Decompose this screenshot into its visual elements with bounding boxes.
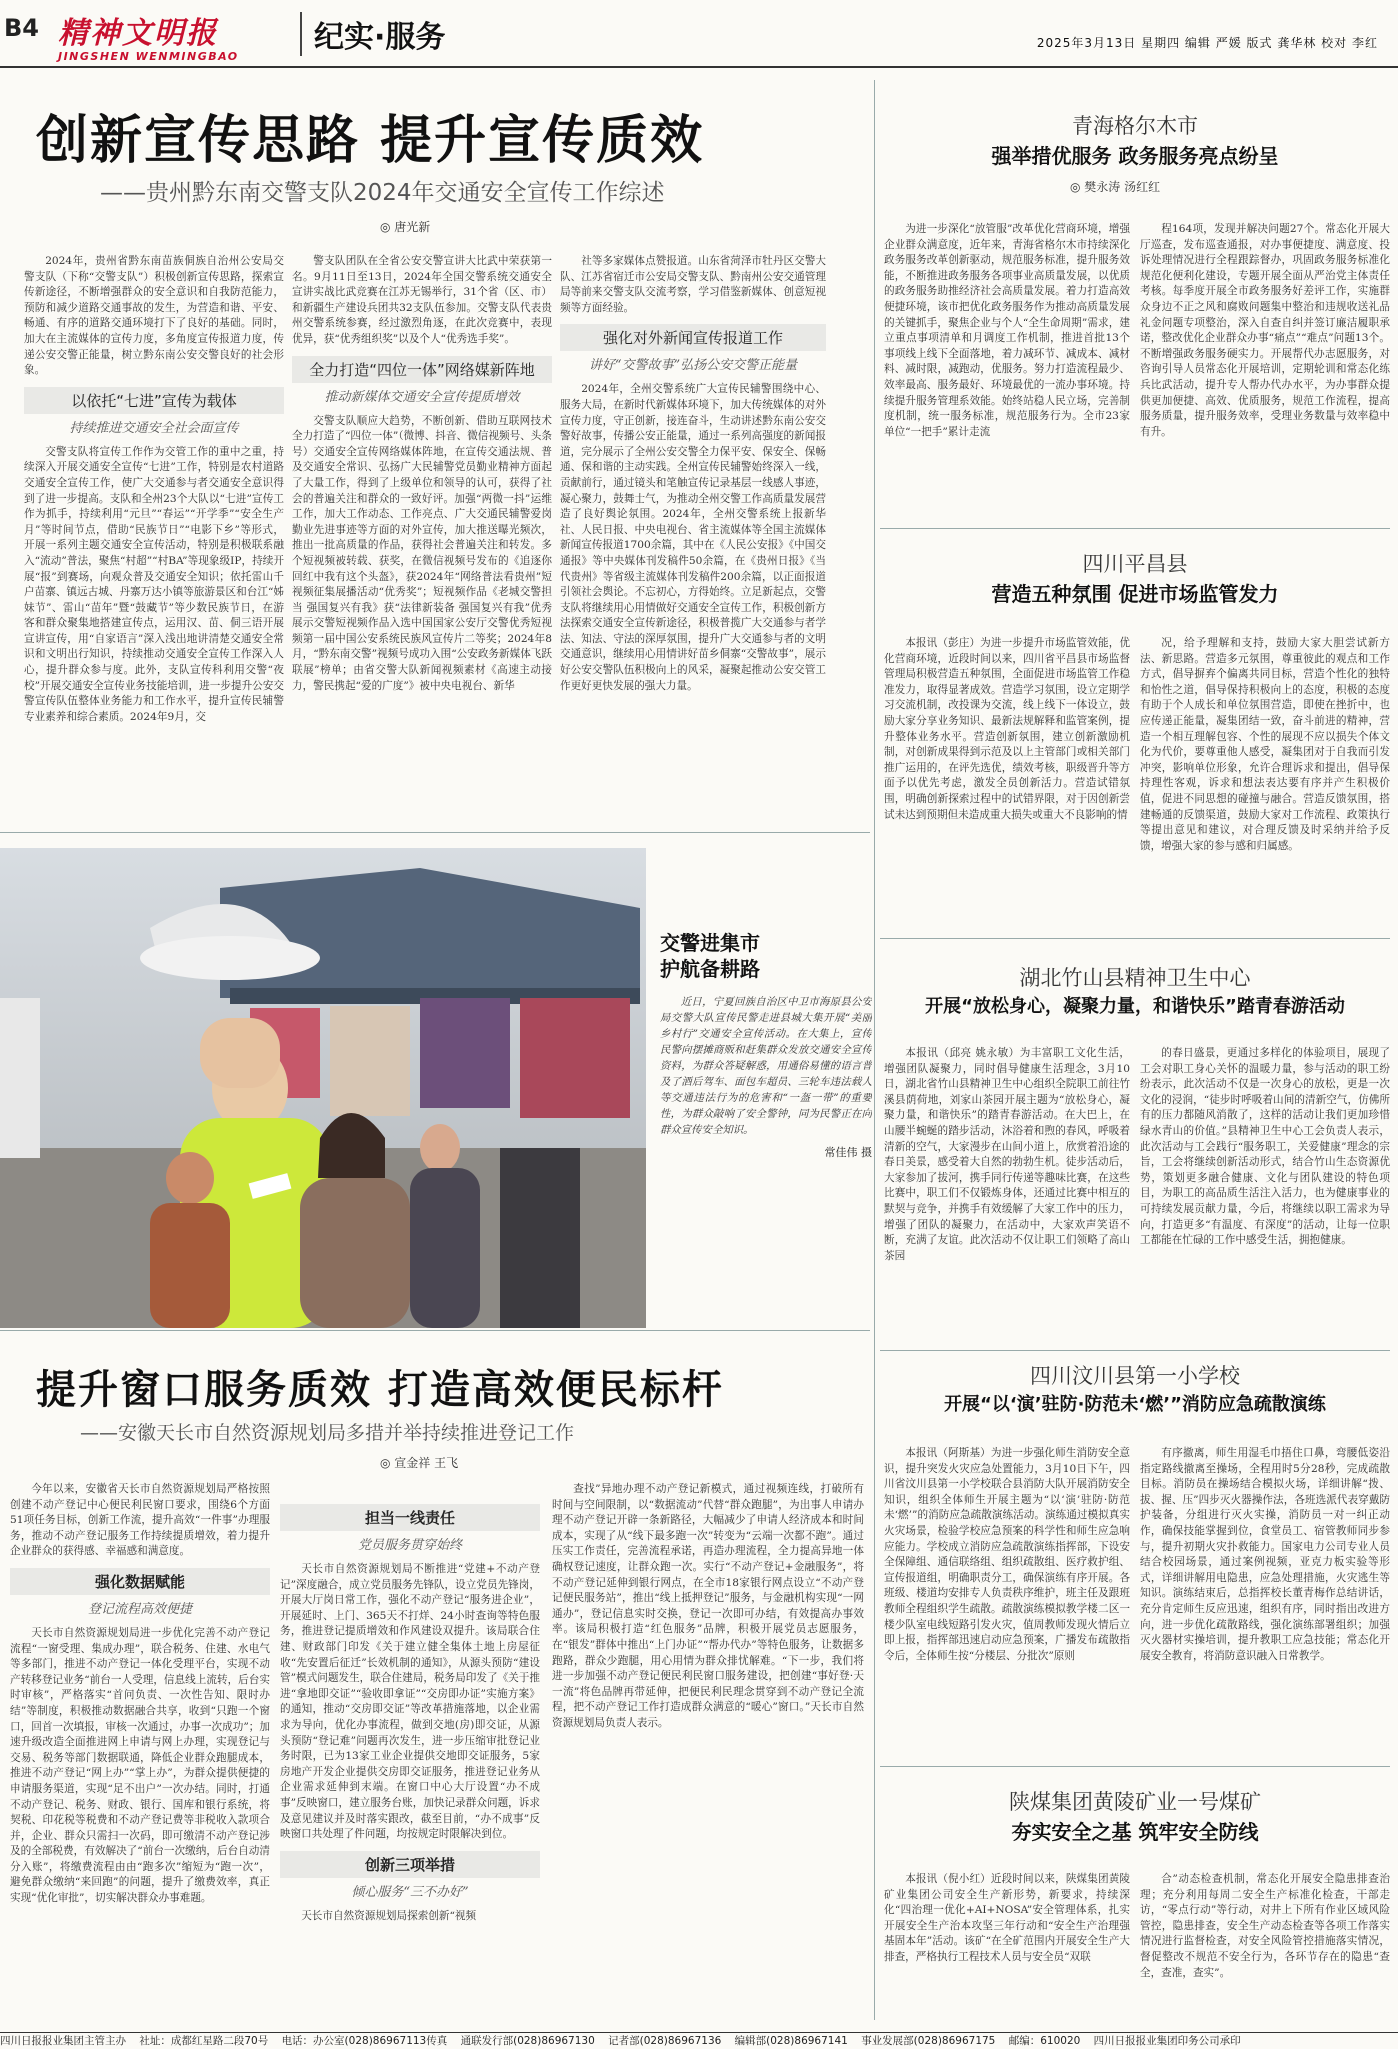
logo-text: 精神文明报 [58,16,218,51]
subhead-sub: 讲好“交警故事”弘扬公安交警正能量 [588,358,798,374]
paragraph: 有序撤离，师生用湿毛巾捂住口鼻，弯腰低姿沿指定路线撤离至操场，全程用时5分28秒，完成疏散目标。消防员在操场结合模拟火场，详细讲解“拨、拔、握、压”四步灭火器操作法，各班选派代表穿戴防护装备，分组进行灭火实操，消防员一对一纠正动作，确保技能掌握到位，食堂员工、宿管教师同步参与，提升初期火灾扑救能力。国家电力公司专业人员结合校园场景，通过案例视频，亚克力板实验等形式，详细讲解用电隐患，应急处理措施，火灾逃生等知识。演练结束后，总指挥校长董青梅作总结讲话，充分肯定师生反应迅速，组织有序，同时指出改进方向，进一步优化疏散路线，强化演练部署组织；加强灭火器材实操培训，提升教职工应急技能；常态化开展安全教育，将消防意识融入日常教学。 [1140,1447,1390,1662]
subhead-box [10,1568,270,1620]
subhead-sub: 登记流程高效便捷 [87,1601,192,1617]
footer-item: 社址：成都红星路二段70号 [139,2035,269,2047]
subhead-title: 以依托“七进”宣传为载体 [24,387,284,414]
paragraph: 交警支队顺应大趋势，不断创新、借助互联网技术全力打造了“四位一体”（微博、抖音、微信视频号、头条号）交通安全宣传网络媒体阵地，在宣传交通法规、普及交通安全常识、弘扬广大民辅警党员勤业精神方面起了大量工作，得到了上级单位和领导的认可，获得了社会的普遍关注和群众的一致好评。加强“两微一抖”运维工作，加大工作动态、工作亮点、广大交通民辅警爱岗勤业先进事迹等方面的对外宣传，加大推送曝光频次，推出一批高质量的作品，获得社会普遍关注和转发。多个短视频被转载、获奖，在微信视频号发布的《追逐你回红中我有这个头盔》，获2024年“网络普法看贵州”短视频征集展播活动“优秀奖”；短视频作品《老城交警担当 强国复兴有我》获“法律新装备 强国复兴有我”优秀展示交警短视频作品入选中国国家公安厅交警优秀短视频第一届中国公安系统民族风宣传片二等奖；2024年8月，“黔东南交警”视频号成功入围“公安政务新媒体飞跃联展”榜单；由省交警大队新闻视频素材《高速主动接力，警民携起“爱的广度”》被中央电视台、新华 [292,414,552,692]
r5-col2 [1140,1872,1390,2028]
paragraph: 本报讯（阿斯基）为进一步强化师生消防安全意识，提升突发火灾应急处置能力，3月10日下午，四川省汶川县第一小学校联合县消防大队开展消防安全知识，组织全体师生开展主题为“以‘演’驻防·防范未‘燃’”的消防应急疏散演练活动。演练通过模拟真实火灾场景，检验学校应急预案的科学性和师生应急响应能力。学校成立消防应急疏散演练指挥部，下设安全保障组、通信联络组、组织疏散组、医疗救护组、宣传报道组，明确职责分工，确保演练有序开展。各班级、楼道均安排专人负责秩序维护，班主任及跟班教师全程组织学生疏散。疏散演练模拟教学楼二区一楼少队室电线短路引发火灾，值周教师发现火情后立即上报，指挥部迅速启动应急预案，广播发布疏散指令后，全体师生按“分楼层、分批次”原则 [884,1447,1130,1662]
r3-col2 [1140,1046,1390,1342]
r4-col1 [884,1446,1130,1756]
photo-illustration [0,848,646,1328]
article-1-col2 [292,254,552,822]
row-divider [0,1330,870,1331]
paragraph: 天长市自然资源规划局不断推进“党建+不动产登记”深度融合，成立党员服务先锋队，设立党员先锋岗，开展大厅岗日常工作，强化不动产登记“服务进企业”，开展延时、上门、365天不打烊、24小时查询等特色服务，推进登记提质增效和作风建设双提升。该局联合住建、财政部门印发《关于建立健全集体土地上房屋征收“先安置后征迁”长效机制的通知》，从源头预防“建设管”模式问题发生，联合住建局，税务局印发了《关于推进“拿地即交证”“验收即拿证”“交房即办证”实施方案》的通知，推动“交房即交证”等改革措施落地，以企业需求为导向，优化办事流程，做到交地(房)即交证，从源头预防“登记难”问题再次发生，进一步压缩审批登记业务时限，已为13家工业企业提供交地即交证服务，5家房地产开发企业提供交房即交证服务，推进登记业务从企业需求延伸到末端。在窗口中心大厅设置“办不成事”反映窗口，建立服务台账，加快记录群众问题，诉求及意见建议并及时落实跟改，截至目前，“办不成事”反映窗口共处理了件问题，均按规定时限解决到位。 [280,1563,540,1841]
r3-title: 开展“放松身心，凝聚力量，和谐快乐”踏青春游活动 [925,996,1345,1017]
paragraph: 交警支队将宣传工作作为交管工作的重中之重，持续深入开展交通安全宣传“七进”工作，特别是农村道路交通安全宣传工作，使广大交通参与者交通安全意识得到了进一步提高。支队和全州23个大队以“七进”宣传工作为抓手，持续利用“元旦”“春运”“开学季”“安全生产月”等时间节点，借助“民族节日”“电影下乡”等形式，开展一系列主题交通安全宣传活动，特别是积极联系融入“流动”普法，聚焦“村超”“村BA”等现象级IP，持续开展“报”到赛场，向观众普及交通安全知识；依托雷山千户苗寨、镇远古城、丹寨万达小镇等旅游景区和台江“姊妹节”、雷山“苗年”暨“鼓藏节”等少数民族节日，在游客和群众聚集地搭建宣传点，运用汉、苗、侗三语开展宣讲宣传，用“自家语言”深入浅出地讲清楚交通安全常识和文明出行知识，持续推动交通安全宣传工作深入人心，提升群众参与度。此外，支队宣传科利用交警“夜校”开展交通安全宣传业务技能培训，进一步提升公安交警宣传队伍整体业务能力和工作水平，提升宣传民辅警专业素养和综合素质。2024年9月，交 [24,445,284,723]
article-1-col3 [560,254,826,822]
subhead-box [560,324,826,376]
subhead-sub: 倾心服务“三不办好” [351,1884,469,1900]
r2-kicker: 四川平昌县 [1082,552,1188,576]
row-divider [880,1766,1390,1767]
caption-title-line1: 交警进集市 [660,931,760,955]
subhead-box [280,1504,540,1556]
paragraph: 天长市自然资源规划局探索创新“视频 [301,1909,477,1922]
article-2-title: 提升窗口服务质效 打造高效便民标杆 [36,1367,724,1413]
row-divider [0,832,870,833]
article-2-subtitle: ——安徽天长市自然资源规划局多措并举持续推进登记工作 [80,1422,575,1444]
photo-caption [660,930,872,1326]
r2-title: 营造五种氛围 促进市场监管发力 [991,582,1279,606]
article-1-col1 [24,254,284,822]
footer-item: 事业发展部(028)86967175 [861,2035,996,2047]
footer-item: 四川日报报业集团主管主办 [0,2035,126,2047]
footer-item: 通联发行部(028)86967130 [460,2035,595,2047]
footer-item: 记者部(028)86967136 [608,2035,722,2047]
subhead-sub: 持续推进交通安全社会面宣传 [69,420,239,436]
header-rule [0,66,1398,68]
r3-col1 [884,1046,1130,1342]
paragraph: 的春日盛景，更通过多样化的体验项目，展现了工会对职工身心关怀的温暖力量，参与活动的职工纷纷表示，此次活动不仅是一次身心的放松，更是一次文化的浸润，“徒步时呼吸着山间的清新空气，仿佛所有的压力都随风消散了，这样的活动让我们更加珍惜绿水青山的价值。”县精神卫生中心工会负责人表示，此次活动与工会践行“服务职工，关爱健康”理念的宗旨，工会将继续创新活动形式，结合竹山生态资源优势，策划更多融合健康、文化与团队建设的特色项目，为职工的高品质生活注入活力，也为健康事业的可持续发展贡献力量，今后，将继续以职工需求为导向，打造更多“有温度、有深度”的活动，让每一位职工都能在忙碌的工作中感受生活，拥抱健康。 [1140,1047,1390,1247]
footer-bar [0,2032,1398,2049]
subhead-title: 强化对外新闻宣传报道工作 [560,324,826,351]
paragraph: 本报讯（彭庄）为进一步提升市场监管效能，优化营商环境，近段时间以来，四川省平昌县市场监督管理局积极营造五种氛围，全面促进市场监管工作稳准发力，取得显著成效。营造学习氛围，设立定期学习交流机制，改投课为交流，线上线下一体设立，鼓励大家分享业务知识、最新法规解释和监管案例，提升整体业务水平。营造创新氛围，建立创新激励机制，对创新成果得到示范及以上主管部门或相关部门推广运用的，在评先选优，绩效考核，职级晋升等方面予以优先考虑，激发全员创新活力。营造试错氛围，明确创新探索过程中的试错界限，对于因创新尝试未达到预期但未造成重大损失或重大不良影响的情 [884,637,1130,821]
subhead-title: 创新三项举措 [280,1851,540,1878]
r4-title: 开展“以‘演’驻防·防范未‘燃’”消防应急疏散演练 [944,1394,1326,1415]
paragraph: 2024年，贵州省黔东南苗族侗族自治州公安局交警支队（下称“交警支队”）积极创新宣传思路，探索宣传新途径，不断增强群众的安全意识和自我防范能力，预防和减少道路交通事故的发生，为营造和谐、平安、畅通、有序的道路交通环境打下了良好的基础。同时，加大在主流媒体的宣传力度，多角度宣传报道力度，传递公安交警正能量，树立黔东南公安交警良好的社会形象。 [24,255,284,377]
subhead-box [24,387,284,439]
article-1-subtitle: ——贵州黔东南交警支队2024年交通安全宣传工作综述 [100,180,665,206]
r1-author: ◎ 樊永涛 汤红红 [1070,178,1160,195]
subhead-sub: 推动新媒体交通安全宣传提质增效 [324,389,520,405]
paragraph: 社等多家媒体点赞报道。山东省菏泽市牡丹区交警大队、江苏省宿迁市公安局交警支队、黔南州公安交通管理局等前来交警支队交流考察，学习借鉴新媒体、创意短视频等方面经验。 [560,255,826,314]
footer-item: 编辑部(028)86967141 [734,2035,848,2047]
row-divider [880,1350,1390,1351]
paragraph: 警支队团队在全省公安交警宣讲大比武中荣获第一名。9月11日至13日，2024年全国交警系统交通安全宣讲实战比武竞赛在江苏无锡举行，31个省（区、市）和新疆生产建设兵团共32支队伍参加。交警支队代表贵州交警系统参赛，经过激烈角逐，在此次竞赛中，表现优异，获“优秀组织奖”以及个人“优秀选手奖”。 [292,255,552,345]
caption-title-line2: 护航备耕路 [660,957,760,981]
subhead-title: 全力打造“四位一体”网络媒新阵地 [292,356,552,383]
paragraph: 况，给予理解和支持，鼓励大家大胆尝试新方法、新思路。营造多元氛围，尊重彼此的观点和工作方式，倡导摒弃个偏离共同目标，营造个性化的独特和怡性之道，倡导保持积极向上的态度，积极的态度有助于个人成长和单位氛围营造，即使在挫折中，也应传递正能量，凝集团结一致，奋斗前进的精神，营造一个相互理解包容、个性的展现不应以损失个体文化为代价，要尊重他人感受，凝集团对于自我而引发冲突，影响单位形象，允许合理诉求和提出，倡导保持理性客观，诉求和想法表达要有序并产生积极价值，促进不同思想的碰撞与融合。营造反馈氛围，搭建畅通的反馈渠道，鼓励大家对工作流程、政策执行等提出意见和建议，对合理反馈及时采纳并给予反馈，增强大家的参与感和归属感。 [1140,637,1390,852]
r1-col2 [1140,222,1390,518]
r4-kicker: 四川汶川县第一小学校 [1030,1364,1240,1388]
subhead-sub: 党员服务贯穿始终 [357,1538,462,1553]
r5-col1 [884,1872,1130,2028]
paragraph: 本报讯（倪小红）近段时间以来，陕煤集团黄陵矿业集团公司安全生产新形势，新要求，持续深化“四治理一优化+AI+NOSA”安全管理体系，扎实开展安全生产治本攻坚三年行动和“安全生产治理强基固本年”活动。该矿“在全矿范围内开展安全生产大排查，严格执行工程技术人员与安全员“双联 [884,1873,1130,1963]
row-divider [880,528,1390,529]
r5-title: 夯实安全之基 筑牢安全防线 [1011,1820,1259,1844]
page-number: B4 [4,14,39,42]
subhead-box [292,356,552,408]
news-photo [0,848,646,1328]
paragraph: 天长市自然资源规划局进一步优化完善不动产登记流程“一窗受理、集成办理”，联合税务、住建、水电气等多部门，推进不动产登记一体化受理平台，实现不动产转移登记业务“前台一人受理，信息线上流转，后台实时审核”，严格落实“首问负责、一次性告知、限时办结”等制度，积极推动数据融合共享，收到“只跑一个窗口，回首一次填报，审核一次通过，办事一次成功”；加速升级改造全面推进网上申请与网上办理，实现登记与交易、税务等部门数据联通，降低企业群众跑腿成本，推进不动产登记“网上办”“掌上办”，为群众提供便捷的申请服务渠道，实现“足不出户”一次办结。同时，打通不动产登记、税务、财政、银行、国库和银行系统，将契税、印花税等税费和不动产登记费等非税收入款项合并，企业、群众只需扫一次码，即可缴清不动产登记涉及的全部税费，有效解决了“前台一次缴纳，后台自动清分入账”，将缴费流程由由“跑多次”缩短为“跑一次”，避免群众缴纳“来回跑”的问题，提升了缴费效率，真正实现“优化审批”，切实解决群众办事难题。 [10,1626,270,1905]
subhead-box [280,1851,540,1903]
article-1-title: 创新宣传思路 提升宣传质效 [36,111,705,171]
subhead-title: 强化数据赋能 [10,1568,270,1595]
paragraph: 合”动态检查机制，常态化开展安全隐患排查治理；充分利用每周二安全生产标准化检查，干部走访，“零点行动”等行动，对井上下所有作业区域风险管控，隐患排查，安全生产动态检查等各项工作落实情况进行监督检查，对安全风险管控措施落实情况，督促整改不规范不安全行为，各环节存在的隐患“查全，查准，查实”。 [1140,1873,1390,1979]
footer-item: 邮编：610020 [1008,2035,1081,2047]
r2-col1 [884,636,1130,926]
paragraph: 今年以来，安徽省天长市自然资源规划局严格按照创建不动产登记中心便民利民窗口要求，围绕6个方面51项任务目标，创新工作流，提升高效“一件事”办理服务，推动不动产登记服务工作持续提质增效，着力提升企业群众的获得感、幸福感和满意度。 [10,1483,270,1558]
footer-item: 四川日报报业集团印务公司承印 [1093,2035,1241,2047]
r1-kicker: 青海格尔木市 [1072,114,1198,138]
paragraph: 2024年，全州交警系统广大宣传民辅警围绕中心、服务大局，在新时代新媒体环境下，加大传统媒体的对外宣传力度，守正创新，接连奋斗，生动讲述黔东南公安交警好故事，传播公安正能量，通过一系列高强度的新闻报道，完分展示了全州公安交警全力保平安、保安全、保畅通、保和谐的主动实践。全州宣传民辅警始终深入一线，贡献前行，通过镜头和笔触宣传记录基层一线感人事迹，凝心聚力，鼓舞士气，为推动全州交警工作高质量发展营造了良好舆论氛围。2024年，全州交警系统上报新华社、人民日报、中央电视台、省主流媒体等全国主流媒体新闻宣传报道1700余篇，其中在《人民公安报》《中国交通报》等中央媒体刊发稿件50余篇，在《贵州日报》《当代贵州》等省级主流媒体刊发稿件200余篇，以正面报道引领社会舆论。不忘初心，方得始终。立足新起点，交警支队将继续用心用情做好交通安全宣传工作，积极创新方法探索交通安全宣传新途径，积极普揽广大交通参与者学法、知法、守法的深厚氛围，提升广大交通参与者的文明交通意识，继续用心用情讲好苗乡侗寨“交警故事”，展示好公安交警队伍积极向上的风采，凝聚起推动公安交管工作更好更快发展的强大力量。 [560,383,826,692]
article-1-author: ◎ 唐光新 [380,218,430,235]
paragraph: 本报讯（邱亮 姚永敏）为丰富职工文化生活，增强团队凝聚力，同时倡导健康生活理念，3月10日，湖北省竹山县精神卫生中心组织全院职工前往竹溪县荫荷地，刘家山茶园开展主题为“放松身心，凝聚力量，和谐快乐”的踏青春游活动。在大巴上，在山腰半蜿蜒的踏步活动，沐浴着和煦的春风，呼吸着清新的空气，大家漫步在山间小道上，欣赏着沿途的春日美景，感受着大自然的勃勃生机。徒步活动后，大家参加了拔河，携手同行传递等趣味比赛，在这些比赛中，职工们不仅锻炼身体，还通过比赛中相互的默契与竞争，并携手有效缓解了大家工作中的压力，增强了团队的凝聚力，在活动中，大家欢声笑语不断，充满了友谊。此次活动不仅让职工们领略了高山茶园 [884,1047,1130,1262]
r3-kicker: 湖北竹山县精神卫生中心 [1019,966,1251,990]
article-2-col2 [280,1504,540,2028]
subhead-title: 担当一线责任 [280,1504,540,1531]
article-2-col3 [552,1482,864,2028]
r1-title: 强举措优服务 政务服务亮点纷呈 [991,144,1279,168]
newspaper-logo [58,8,288,68]
paragraph: 为进一步深化“放管服”改革优化营商环境，增强企业群众满意度，近年来，青海省格尔木市持续深化政务服务改革创新驱动，规范服务标准，提升服务效能，不断推进政务服务各项事业高质量发展，以优质的政务服务助推经济社会高质量发展。着力打造高效便捷环境，该市把优化政务服务作为推动高质量发展的关键抓手，聚焦企业与个人“全生命周期”需求，建立重点事项清单和月调度工作机制，推进首批13个事项线上线下全面落地，着力减环节、减成本、减材料、减时限，减跑动，优服务。努力打造流程最少、效率最高、服务最好、环境最优的一流办事环境。持续提升服务管理系效能。始终站稳人民立场，完善制度机制，统一服务标准，规范服务行为。全市23家单位“一把手”累计走流 [884,223,1130,438]
photo-credit: 常佳伟 摄 [824,1146,872,1159]
paragraph: 程164项，发现并解决问题27个。常态化开展大厅巡查，发布巡查通报，对办事便捷度、满意度、投诉处理情况进行全程跟踪督办，巩固政务服务标准化规范化便利化建设，专题开展全面从严治党主体责任考核。每季度开展全市政务服务好差评工作，实施群众身边不正之风和腐败问题集中整治和违规收送礼品礼金问题专项整治，深入自查自纠并签订廉洁履职承诺，整改优化企业群众办事“痛点”“难点”问题13个。不断增强政务服务硬实力。开展帮代办志愿服务，对咨询引导人员常态化开展培训，定期轮训和常态化练兵比武活动，提升专人帮办代办水平，为办事群众提供更加便捷、高效、优质服务，规范工作流程，提高服务质量，提升服务效率，受理业务数量与效率稳中有升。 [1140,223,1390,438]
column-divider [874,80,875,2020]
r1-col1 [884,222,1130,518]
r2-col2 [1140,636,1390,926]
r4-col2 [1140,1446,1390,1756]
r5-kicker: 陕煤集团黄陵矿业一号煤矿 [1009,1790,1261,1814]
issue-meta: 2025年3月13日 星期四 编辑 严媛 版式 龚华林 校对 李红 [1036,36,1378,50]
section-title: 纪实·服务 [300,12,445,56]
footer-item: 电话：办公室(028)86967113传真 [281,2035,448,2047]
paragraph: 查找”异地办理不动产登记新模式，通过视频连线，打破所有时间与空间限制，以“数据流动”代替“群众跑腿”，为出事人申请办理不动产登记开辟一条新路径，大幅减少了申请人经济成本和时间成本，实现了从“线下最多跑一次”转变为“云端一次都不跑”。通过压实工作责任，完善流程承诺，再造办理流程，全力提高异地一体确权登记速度，让群众跑一次。实行“不动产登记+金融服务”，将不动产登记延伸到银行网点，在全市18家银行网点设立“不动产登记便民服务站”，推出“线上抵押登记”服务，与金融机构实现“一网通办”，登记信息实时交换，登记一次即可办结，有效提高办事效率。该局积极打造“红色服务”品牌，积极开展党员志愿服务，在“银发”群体中推出“上门办证”“帮办代办”等特色服务，让数据多跑路，群众少跑腿，用心用情为群众排忧解难。“下一步，我们将进一步加强不动产登记便民利民窗口服务建设，把创建“事好登·天一流”将色品牌再带延伸，把便民利民理念贯穿到不动产登记全流程，把不动产登记工作打造成群众满意的“暖心”窗口。”天长市自然资源规划局负责人表示。 [552,1483,864,1729]
row-divider [880,938,1390,939]
caption-body: 近日，宁夏回族自治区中卫市海原县公安局交警大队宣传民警走进县城大集开展“美丽乡村行”交通安全宣传活动。在大集上，宣传民警向摆摊商贩和赶集群众发放交通安全宣传资料，为群众答疑解惑，用通俗易懂的语言普及了酒后驾车、面包车超员、三轮车违法载人等交通违法行为的危害和“一盔一带”的重要性，为群众敲响了安全警钟，同为民警正在向群众宣传安全知识。 [660,996,872,1136]
article-2-author: ◎ 宣金祥 王飞 [380,1454,458,1471]
article-2-col1 [10,1482,270,2028]
logo-pinyin: JINGSHEN WENMINGBAO [58,50,239,63]
